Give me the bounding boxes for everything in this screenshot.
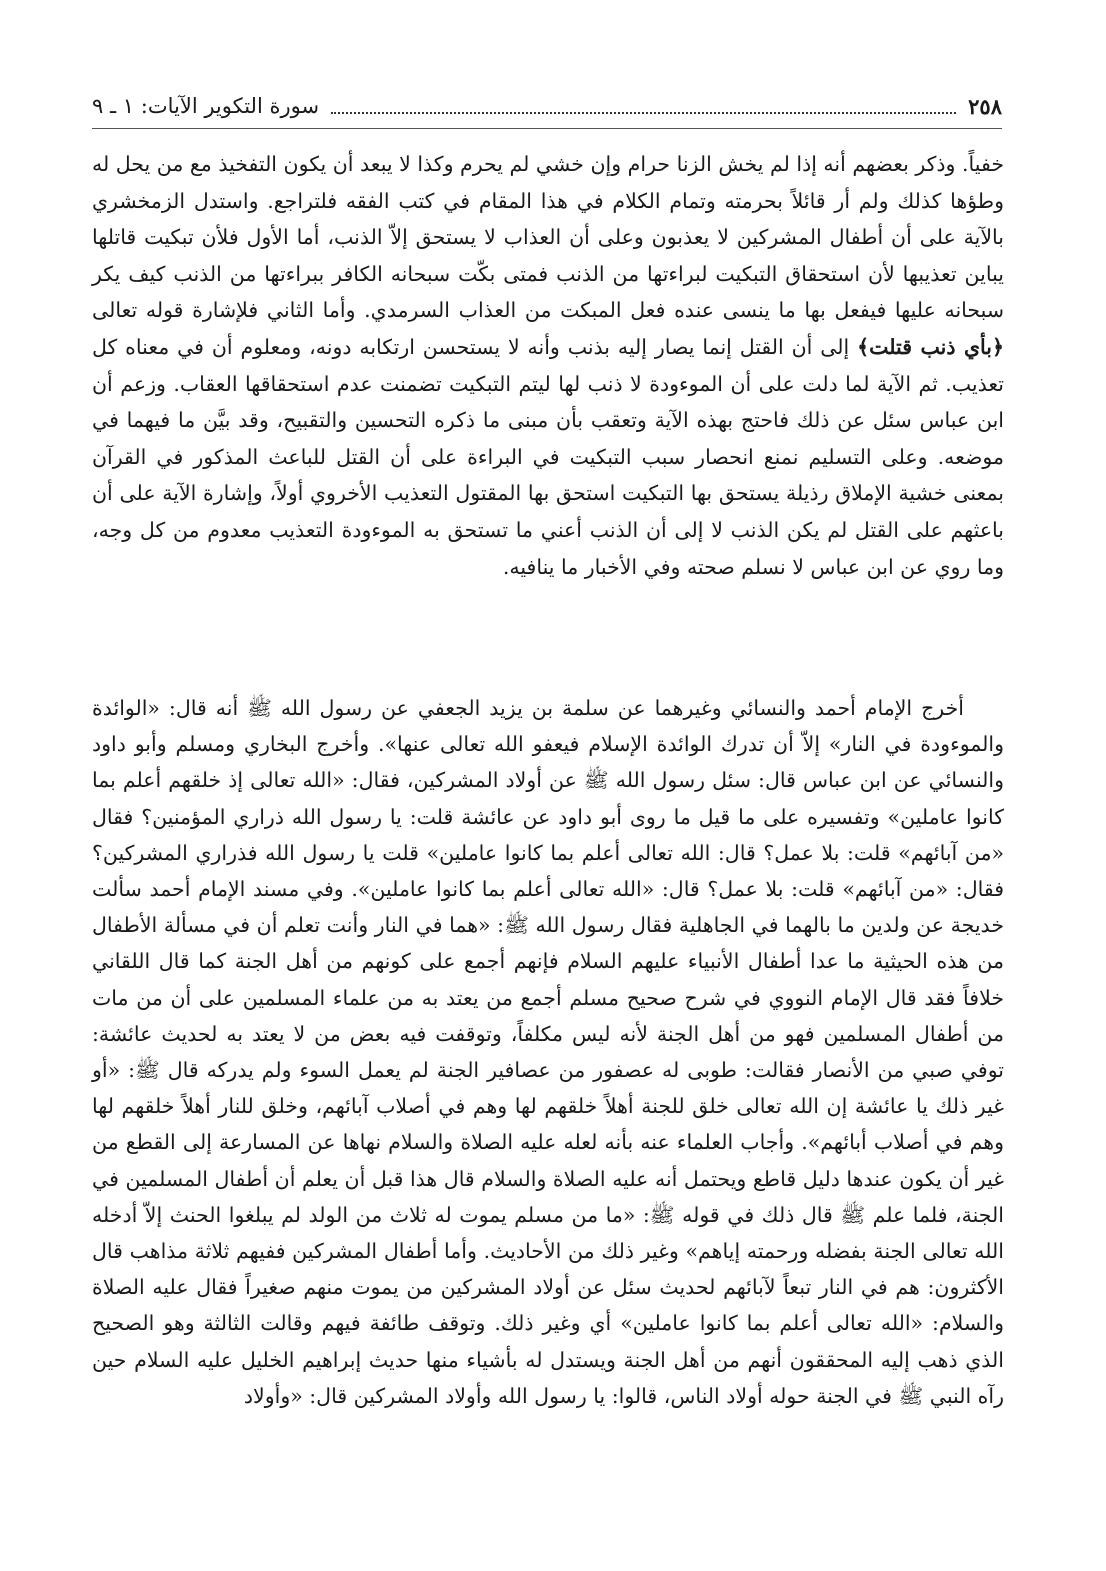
paragraph-1-text-a: خفياً. وذكر بعضهم أنه إذا لم يخش الزنا حرام وإن خشي لم يحرم وكذا لا يبعد أن يكون التفخيذ مع من يحل له وطؤها كذلك ولم أر قائلاً بحرمته وتمام الكلام في هذا المقام في كتب الفقه فلتراجع. واستدل الزمخشري بالآية على أن أطفال المشركين لا يعذبون وعلى أن العذاب لا يستحق إلاّ الذنب، أما الأول فلأن تبكيت قاتلها يباين تعذيبها لأن استحقاق التبكيت لبراءتها من الذنب فمتى بكّت سبحانه الكافر ببراءتها من الذنب كيف يكر سبحانه عليها فيفعل بها ما ينسى عنده فعل المبكت من العذاب السرمدي. وأما الثاني فلإشارة قوله تعالى [92,152,1004,323]
commentary-paragraph-1 [92,146,1004,585]
quran-verse-reference: ﴿بأي ذنب قتلت﴾ [857,334,1004,359]
surah-title: سورة التكوير الآيات: ١ ـ ٩ [92,94,320,118]
paragraph-1-text-b: إلى أن القتل إنما يصار إليه بذنب وأنه لا يستحسن ارتكابه دونه، ومعلوم أن في معناه كل تعذيب. ثم الآية لما دلت على أن الموءودة لا ذنب لها ليتم التبكيت تضمنت عدم استحقاقها العقاب. وزعم أن ابن عباس سئل عن ذلك فاحتج بهذه الآية وتعقب بأن مبنى ما ذكره التحسين والتقبيح، وقد بيَّن ما فيهما في موضعه. وعلى التسليم نمنع انحصار سبب التبكيت في البراءة على أن القتل للباعث المذكور في القرآن بمعنى خشية الإملاق رذيلة يستحق بها التبكيت استحق بها المقتول التعذيب الأخروي أولاً، وإشارة الآية على أن باعثهم على القتل لم يكن الذنب لا إلى أن الذنب أعني ما تستحق به الموءودة التعذيب معدوم من كل وجه، وما روي عن ابن عباس لا نسلم صحته وفي الأخبار ما ينافيه. [92,334,1004,579]
header-dot-leader [331,98,956,114]
page-number: ٢٥٨ [968,93,1002,119]
header-divider [92,128,1002,129]
commentary-paragraph-2: أخرج الإمام أحمد والنسائي وغيرهما عن سلمة بن يزيد الجعفي عن رسول الله ﷺ أنه قال: «الوائدة والموءودة في النار» إلاّ أن تدرك الوائدة الإسلام فيعفو الله تعالى عنها». وأخرج البخاري ومسلم وأبو داود والنسائي عن ابن عباس قال: سئل رسول الله ﷺ عن أولاد المشركين، فقال: «الله تعالى إذ خلقهم أعلم بما كانوا عاملين» وتفسيره على ما قيل ما روى أبو داود عن عائشة قلت: يا رسول الله ذراري المؤمنين؟ فقال «من آبائهم» قلت: بلا عمل؟ قال: الله تعالى أعلم بما كانوا عاملين» قلت يا رسول الله فذراري المشركين؟ فقال: «من آبائهم» قلت: بلا عمل؟ قال: «الله تعالى أعلم بما كانوا عاملين». وفي مسند الإمام أحمد سألت خديجة عن ولدين ما بالهما في الجاهلية فقال رسول الله ﷺ: «هما في النار وأنت تعلم أن في مسألة الأطفال من هذه الحيثية ما عدا أطفال الأنبياء عليهم السلام فإنهم أجمع على كونهم من أهل الجنة كما قال اللقاني خلافاً فقد قال الإمام النووي في شرح صحيح مسلم أجمع من يعتد به من علماء المسلمين على أن من مات من أطفال المسلمين فهو من أهل الجنة لأنه ليس مكلفاً، وتوقفت فيه بعض من لا يعتد به لحديث عائشة: توفي صبي من الأنصار فقالت: طوبى له عصفور من عصافير الجنة لم يعمل السوء ولم يدركه قال ﷺ: «أو غير ذلك يا عائشة إن الله تعالى خلق للجنة أهلاً خلقهم لها وهم في أصلاب آبائهم، وخلق للنار أهلاً خلقهم لها وهم في أصلاب أبائهم». وأجاب العلماء عنه بأنه لعله عليه الصلاة والسلام نهاها عن المسارعة إلى القطع من غير أن يكون عندها دليل قاطع ويحتمل أنه عليه الصلاة والسلام قال هذا قبل أن يعلم أن أطفال المسلمين في الجنة، فلما علم ﷺ قال ذلك في قوله ﷺ: «ما من مسلم يموت له ثلاث من الولد لم يبلغوا الحنث إلاّ أدخله الله تعالى الجنة بفضله ورحمته إياهم» وغير ذلك من الأحاديث. وأما أطفال المشركين ففيهم ثلاثة مذاهب قال الأكثرون: هم في النار تبعاً لآبائهم لحديث سئل عن أولاد المشركين من يموت منهم صغيراً فقال عليه الصلاة والسلام: «الله تعالى أعلم بما كانوا عاملين» أي وغير ذلك. وتوقف طائفة فيهم وقالت الثالثة وهو الصحيح الذي ذهب إليه المحققون أنهم من أهل الجنة ويستدل له بأشياء منها حديث إبراهيم الخليل عليه السلام حين رآه النبي ﷺ في الجنة حوله أولاد الناس، قالوا: يا رسول الله وأولاد المشركين قال: «وأولاد [92,696,1004,1408]
running-header [92,88,1002,124]
